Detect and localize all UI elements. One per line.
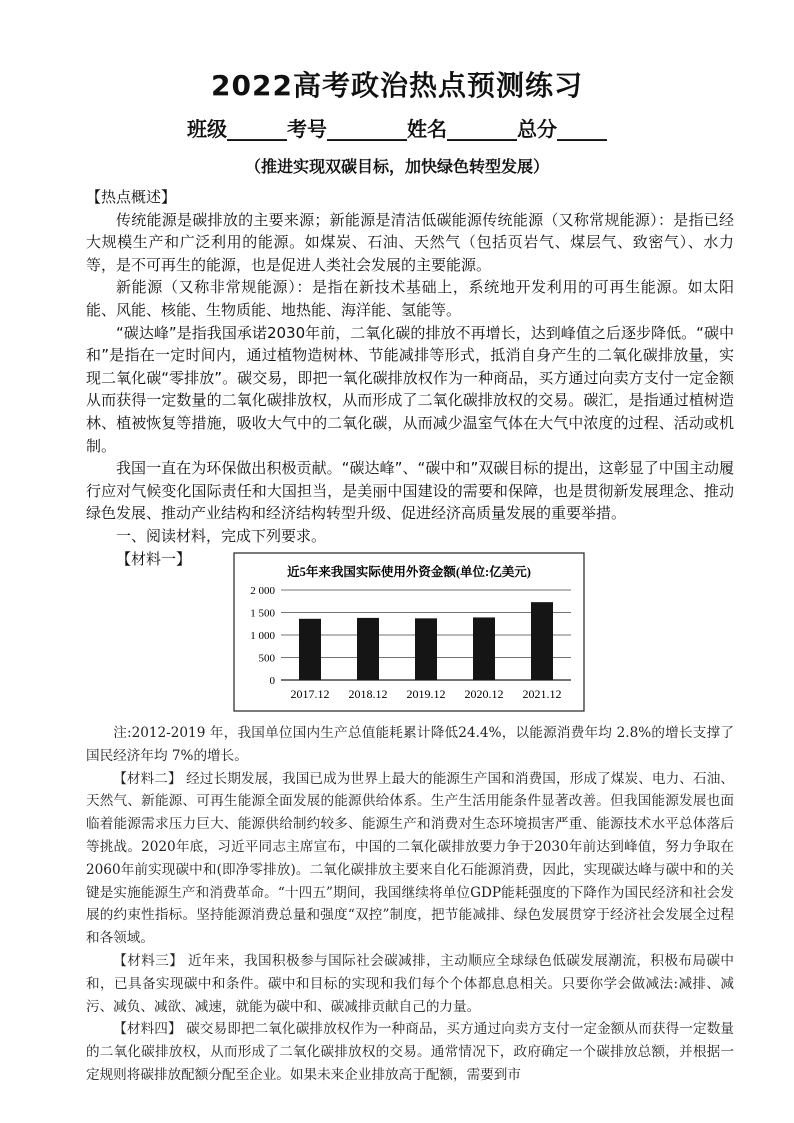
chart-title: 近5年来我国实际使用外资金额(单位:亿美元) [287,565,531,579]
bar-2019.12 [415,618,437,680]
bar-2020.12 [473,617,495,680]
name-blank: _______ [447,117,517,141]
y-tick-label: 500 [258,652,275,665]
score-label: 总分 [517,117,557,141]
score-blank: _____ [557,117,607,141]
bar-2021.12 [531,602,553,680]
y-tick-label: 2 000 [250,585,275,597]
document-subtitle: （推进实现双碳目标，加快绿色转型发展） [244,157,549,176]
overview-paragraph-3: “碳达峰”是指我国承诺2030年前，二氧化碳的排放不再增长，达到峰值之后逐步降低。“碳中和”是指在一定时间内，通过植物造树林、节能减排等形式，抵消自身产生的二氧化碳排放量，实现二氧化碳“零排放”。碳交易，即把一氧化碳排放权作为一种商品，买方通过向卖方支付一定金额从而获得一定数量的二氧化碳排放权，从而形成了二氧化碳排放权的交易。碳汇，是指通过植树造林、植被恢复等措施，吸收大气中的二氧化碳，从而减少温室气体在大气中浓度的过程、活动或机制。 [86,323,734,455]
class-blank: ______ [227,117,287,141]
x-tick-label: 2019.12 [406,687,446,701]
chart-note: 注:2012-2019 年，我国单位国内生产总值能耗累计降低24.4%，以能源消费年均 2.8%的增长支撑了国民经济年均 7%的增长。 [86,725,734,764]
class-label: 班级 [187,117,227,141]
y-tick-label: 0 [269,675,275,687]
chart-svg [233,552,585,712]
overview-paragraph-4: 我国一直在为环保做出积极贡献。“碳达峰”、“碳中和”双碳目标的提出，这彰显了中国主动履行应对气候变化国际责任和大国担当，是美丽中国建设的需要和保障，也是贯彻新发展理念、推动绿色发展、推动产业结构和经济结构转型升级、促进经济高质量发展的重要举措。 [86,459,734,523]
overview-paragraph-1: 传统能源是碳排放的主要来源；新能源是清洁低碳能源传统能源（又称常规能源）：是指已经大规模生产和广泛利用的能源。如煤炭、石油、天然气（包括页岩气、煤层气、致密气）、水力等，是不可再生的能源，也是促进人类社会发展的主要能源。 [86,210,734,274]
material-4: 【材料四】 碳交易即把二氧化碳排放权作为一种商品，买方通过向卖方支付一定金额从而获得一定数量的二氧化碳排放权，从而形成了二氧化碳排放权的交易。通常情况下，政府确定一个碳排放总额，并根据一定规则将碳排放配额分配至企业。如果未来企业排放高于配额，需要到市 [86,1021,734,1083]
material-1-heading: 【材料一】 [116,549,192,568]
materials-section [86,722,734,1087]
y-tick-label: 1 500 [250,607,275,620]
overview-section [86,186,734,570]
x-tick-label: 2020.12 [464,687,504,701]
bar-2018.12 [357,618,379,680]
exam-number-blank: ________ [327,117,407,141]
bar-2017.12 [299,619,321,680]
exam-number-label: 考号 [287,117,327,141]
document-title: 2022高考政治热点预测练习 [211,69,583,102]
y-tick-label: 1 000 [250,630,275,642]
material-3: 【材料三】 近年来，我国积极参与国际社会碳减排，主动顺应全球绿色低碳发展潮流，积极布局碳中和，已具备实现碳中和条件。碳中和目标的实现和我们每个个体都息息相关。只要你学会做减法:减排、减污、减负、减欲、减速，就能为碳中和、碳减排贡献自己的力量。 [86,952,734,1015]
section-heading: 一、阅读材料，完成下列要求。 [116,526,327,545]
x-tick-label: 2018.12 [348,687,388,701]
name-label: 姓名 [407,117,447,141]
x-tick-label: 2017.12 [290,687,330,701]
x-tick-label: 2021.12 [522,687,562,701]
student-info-line [0,113,794,142]
hot-topic-heading: 【热点概述】 [86,188,177,206]
investment-chart [233,552,585,712]
overview-paragraph-2: 新能源（又称非常规能源）：是指在新技术基础上，系统地开发利用的可再生能源。如太阳能、风能、核能、生物质能、地热能、海洋能、氢能等。 [86,278,734,319]
material-2: 【材料二】 经过长期发展，我国已成为世界上最大的能源生产国和消费国，形成了煤炭、电力、石油、天然气、新能源、可再生能源全面发展的能源供给体系。生产生活用能条件显著改善。但我国能源发展也面临着能源需求压力巨大、能源供给制约较多、能源生产和消费对生态环境损害严重、能源技术水平总体落后等挑战。2020年底，习近平同志主席宣布，中国的二氧化碳排放要力争于2030年前达到峰值，努力争取在2060年前实现碳中和(即净零排放)。二氧化碳排放主要来自化石能源消费，因此，实现碳达峰与碳中和的关键是实施能源生产和消费革命。“十四五”期间，我国继续将单位GDP能耗强度的下降作为国民经济和社会发展的约束性指标。坚持能源消费总量和强度“双控”制度，把节能减排、绿色发展贯穿于经济社会发展全过程和各领域。 [86,770,734,947]
